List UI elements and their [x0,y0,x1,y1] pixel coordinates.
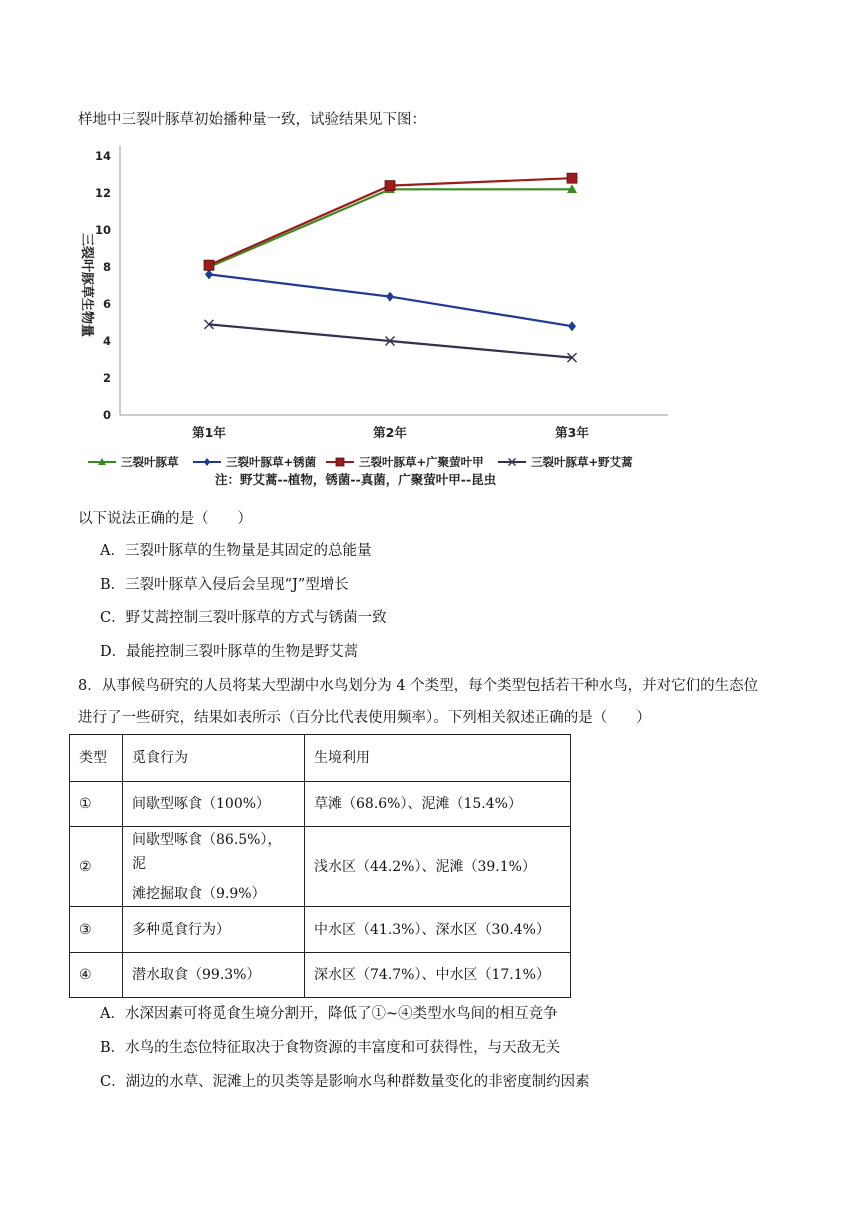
legend-label: 三裂叶豚草+野艾蒿 [531,455,633,469]
table-row [70,782,571,827]
table-cell: 潜水取食（99.3%） [123,953,305,998]
table-cell: ④ [70,953,123,998]
x-tick-labels [192,425,589,440]
table-header-row [70,735,571,782]
legend-item [88,455,179,469]
y-tick-label: 2 [102,371,111,385]
waterbird-table [69,734,571,998]
biomass-line-chart [78,140,678,490]
chart-legend [88,455,633,469]
y-tick-label: 8 [102,260,111,274]
legend-item [498,455,633,469]
diamond-marker [386,292,394,302]
table-cell: 深水区（74.7%）、中水区（17.1%） [305,953,571,998]
q7-stem: 以下说法正确的是（ ） [78,511,252,527]
square-marker [204,260,214,270]
table-cell-line: 滩挖掘取食（9.9%） [132,885,266,902]
y-tick-label: 6 [102,297,111,311]
table-cell: ① [70,782,123,827]
square-marker [385,181,395,191]
q8-stem-line1: 8．从事候鸟研究的人员将某大型湖中水鸟划分为 4 个类型，每个类型包括若干种水鸟，并对它们的生态位 [78,678,759,694]
q7-option-a: A．三裂叶豚草的生物量是其固定的总能量 [100,543,372,559]
square-marker [336,458,344,466]
table-cell-line: 间歇型啄食（86.5%），泥 [132,831,282,872]
q7-option-c: C．野艾蒿控制三裂叶豚草的方式与锈菌一致 [100,610,387,626]
legend-item [193,455,317,469]
series-diamond [205,269,576,331]
q7-option-d: D．最能控制三裂叶豚草的生物是野艾蒿 [100,644,359,660]
x-tick-label: 第3年 [555,425,589,440]
legend-label: 三裂叶豚草+广聚萤叶甲 [359,455,484,469]
table-cell: 浅水区（44.2%）、泥滩（39.1%） [305,827,571,907]
q8-option-a: A．水深因素可将觅食生境分割开，降低了①~④类型水鸟间的相互竞争 [100,1006,558,1022]
table-header-cell: 类型 [70,735,123,782]
diamond-marker [204,458,210,466]
q7-option-b: B．三裂叶豚草入侵后会呈现“J”型增长 [100,577,349,593]
chart-series [204,173,577,362]
table-row [70,827,571,907]
series-square [204,173,577,270]
q8-option-b: B．水鸟的生态位特征取决于食物资源的丰富度和可获得性，与天敌无关 [100,1040,561,1056]
diamond-marker [568,321,576,331]
table-header-cell: 觅食行为 [123,735,305,782]
legend-item [326,455,484,469]
y-tick-label: 0 [102,408,111,422]
series-line [209,189,572,267]
table-cell: 中水区（41.3%）、深水区（30.4%） [305,907,571,953]
y-tick-label: 12 [94,186,111,200]
table-cell: ③ [70,907,123,953]
intro-line: 样地中三裂叶豚草初始播种量一致，试验结果见下图： [78,112,426,128]
table-cell: 草滩（68.6%）、泥滩（15.4%） [305,782,571,827]
table-row [70,953,571,998]
series-triangle [204,184,577,270]
table-header-cell: 生境利用 [305,735,571,782]
table-cell [123,827,305,907]
series-x [205,320,577,362]
y-tick-label: 14 [94,149,111,163]
y-tick-label: 4 [102,334,111,348]
chart-note: 注：野艾蒿--植物，锈菌--真菌，广聚萤叶甲--昆虫 [215,472,497,487]
table-row [70,907,571,953]
q8-option-c: C．湖边的水草、泥滩上的贝类等是影响水鸟种群数量变化的非密度制约因素 [100,1074,590,1090]
y-axis-label: 三裂叶豚草生物量 [79,232,94,338]
table-cell: 间歇型啄食（100%） [123,782,305,827]
diamond-marker [205,269,213,279]
x-tick-label: 第1年 [192,425,226,440]
table-cell: ② [70,827,123,907]
legend-label: 三裂叶豚草+锈菌 [226,455,317,469]
x-tick-label: 第2年 [373,425,407,440]
q8-stem-line2: 进行了一些研究，结果如表所示（百分比代表使用频率）。下列相关叙述正确的是（ ） [78,710,651,726]
y-tick-label: 10 [94,223,111,237]
legend-label: 三裂叶豚草 [121,455,179,469]
table-cell: 多种觅食行为） [123,907,305,953]
y-tick-labels [95,149,111,422]
square-marker [567,173,577,183]
